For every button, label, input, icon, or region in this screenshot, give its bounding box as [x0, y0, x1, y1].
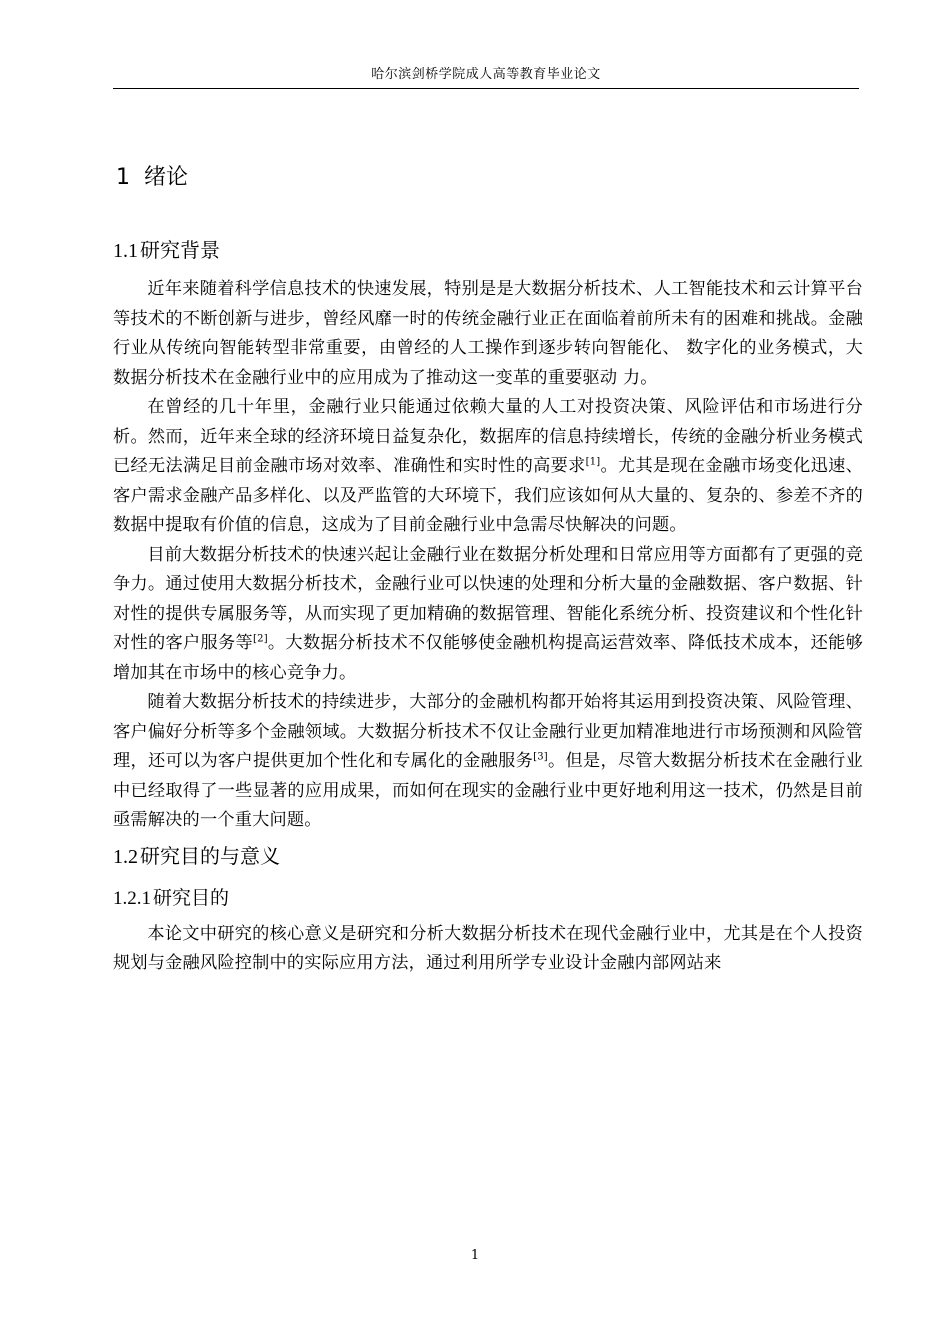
paragraph-text: 在曾经的几十年里，金融行业只能通过依赖大量的人工对投资决策、风险评估和市场进行分析。然而，近年来全球的经济环境日益复杂化，数据库的信息持续增长，传统的金融分析业务模式已经无法满足目前金融市场对效率、准确性和实时性的高要求 [113, 397, 863, 476]
paragraph-3 [113, 541, 863, 689]
citation-ref: [2] [253, 633, 268, 645]
section-title-text: 研究目的与意义 [140, 843, 280, 868]
chapter-title [113, 160, 863, 196]
paragraph-1 [113, 275, 863, 393]
section-title-1-1 [113, 234, 863, 267]
section-number: 1.1 [113, 240, 138, 262]
page-number: 1 [470, 1248, 480, 1263]
chapter-number: 1 [116, 165, 130, 190]
paragraph-text-continued: 。大数据分析技术不仅能够使金融机构提高运营效率、降低技术成本，还能够增加其在市场中的核心竞争力。 [113, 633, 863, 683]
paragraph-text: 本论文中研究的核心意义是研究和分析大数据分析技术在现代金融行业中，尤其是在个人投资规划与金融风险控制中的实际应用方法，通过利用所学专业设计金融内部网站来 [113, 923, 863, 973]
paragraph-text-continued: 。尤其是现在金融市场变化迅速、客户需求金融产品多样化、以及严监管的大环境下，我们应该如何从大量的、复杂的、参差不齐的数据中提取有价值的信息，这成为了目前金融行业中急需尽快解决的问题。 [113, 456, 863, 535]
subsection-number: 1.2.1 [113, 887, 151, 909]
header-rule [113, 88, 859, 89]
subsection-title-1-2-1 [113, 883, 863, 914]
paragraph-4 [113, 688, 863, 836]
paragraph-text: 近年来随着科学信息技术的快速发展，特别是是大数据分析技术、人工智能技术和云计算平台等技术的不断创新与进步，曾经风靡一时的传统金融行业正在面临着前所未有的困难和挑战。金融行业从传统向智能转型非常重要，由曾经的人工操作到逐步转向智能化、 数字化的业务模式，大数据分析技术在金融行业中的应用成为了推动这一变革的重要驱动 力。 [113, 279, 863, 388]
document-body [113, 160, 863, 979]
citation-ref: [3] [533, 751, 548, 763]
paragraph-text-continued: 。但是，尽管大数据分析技术在金融行业中已经取得了一些显著的应用成果，而如何在现实的金融行业中更好地利用这一技术，仍然是目前亟需解决的一个重大问题。 [113, 751, 863, 830]
citation-ref: [1] [585, 456, 601, 468]
chapter-title-text: 绪论 [144, 165, 189, 190]
section-title-text: 研究背景 [140, 238, 220, 262]
section-number: 1.2 [113, 845, 138, 868]
paragraph-2 [113, 393, 863, 541]
section-title-1-2 [113, 840, 863, 873]
paragraph-text: 目前大数据分析技术的快速兴起让金融行业在数据分析处理和日常应用等方面都有了更强的竞争力。通过使用大数据分析技术，金融行业可以快速的处理和分析大量的金融数据、客户数据、针对性的提供专属服务等，从而实现了更加精确的数据管理、智能化系统分析、投资建议和个性化针对性的客户服务等 [113, 544, 863, 653]
paragraph-text: 随着大数据分析技术的持续进步，大部分的金融机构都开始将其运用到投资决策、风险管理、客户偏好分析等多个金融领域。大数据分析技术不仅让金融行业更加精准地进行市场预测和风险管理，还可以为客户提供更加个性化和专属化的金融服务 [113, 692, 863, 771]
running-header: 哈尔滨剑桥学院成人高等教育毕业论文 [371, 67, 601, 82]
subsection-title-text: 研究目的 [153, 886, 230, 909]
paragraph-5 [113, 920, 863, 979]
